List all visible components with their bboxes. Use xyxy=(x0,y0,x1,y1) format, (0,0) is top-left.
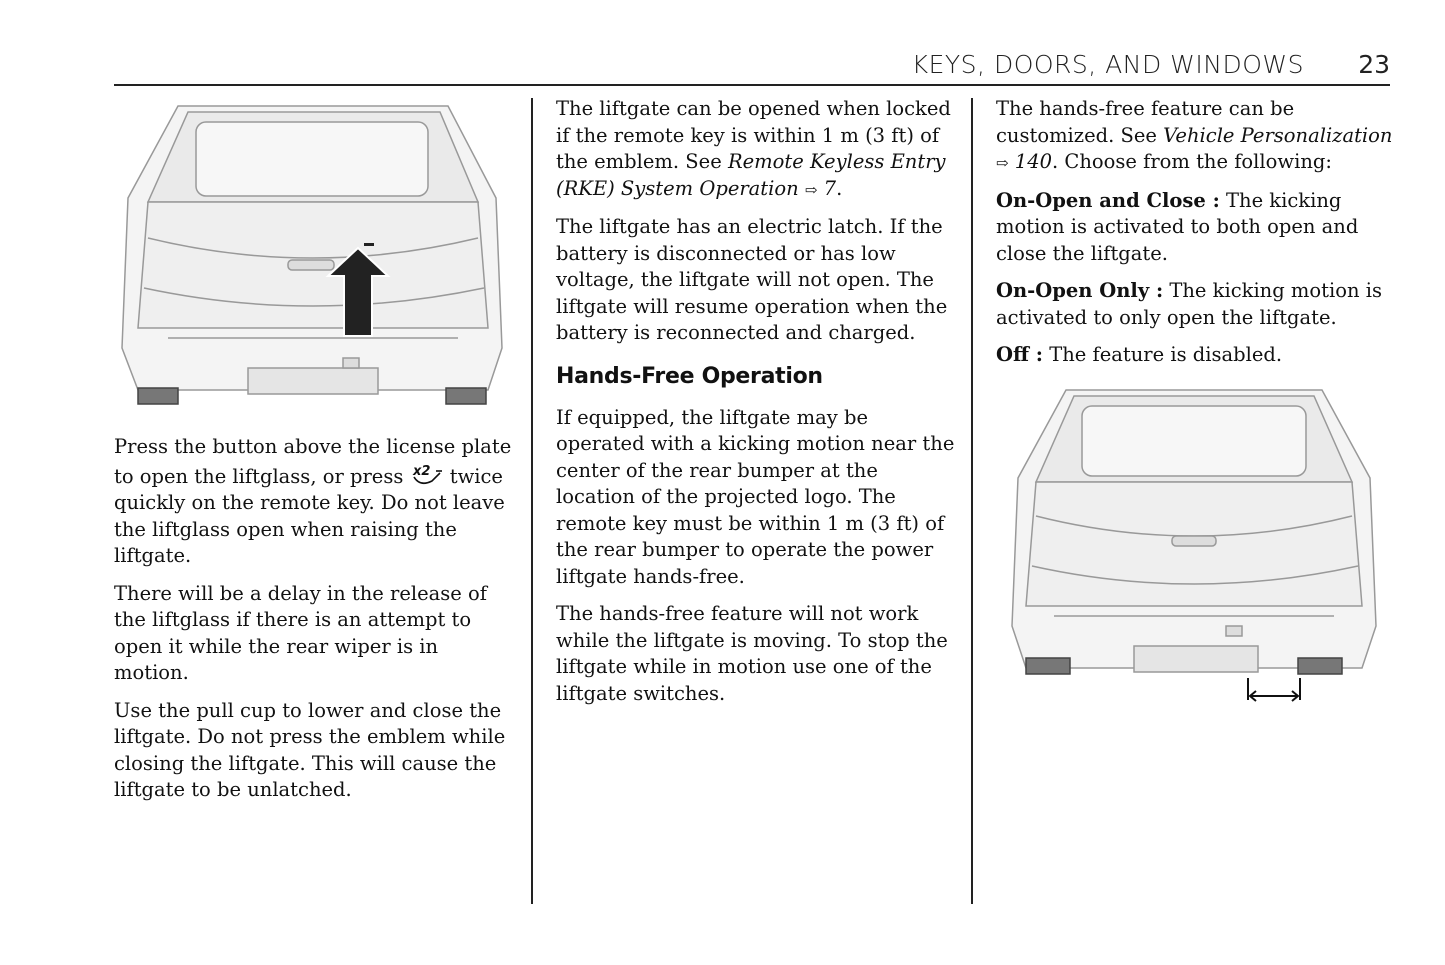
liftgate-rear-view-with-kick-zone-icon xyxy=(1008,382,1380,704)
paragraph-text: . xyxy=(836,176,843,200)
paragraph-text: twice quickly on the remote key. Do not leave the liftglass open when raising the liftgate. xyxy=(114,464,505,567)
cross-reference-link[interactable]: Vehicle Personalization xyxy=(1163,123,1393,147)
option-text: The kicking motion is activated to both open and close the liftgate. xyxy=(996,188,1359,265)
svg-text:x2: x2 xyxy=(412,463,430,479)
page-reference-arrow-icon: ⇨ xyxy=(996,154,1009,172)
page-reference-arrow-icon: ⇨ xyxy=(804,180,818,199)
option-on-open-only xyxy=(996,278,1396,331)
column-middle xyxy=(556,96,956,718)
column-divider xyxy=(971,98,973,904)
paragraph-text: . Choose from the following: xyxy=(1052,150,1332,173)
page-number: 23 xyxy=(1358,50,1390,79)
option-label: On-Open Only : xyxy=(996,279,1164,302)
liftgate-rear-view-with-arrow-icon xyxy=(118,98,506,412)
section-title: KEYS, DOORS, AND WINDOWS xyxy=(911,50,1304,79)
cross-reference-link[interactable]: Remote Keyless Entry (RKE) System Operation xyxy=(556,150,946,200)
remote-liftgate-x2-icon xyxy=(410,461,444,489)
option-text: The kicking motion is activated to only open the liftgate. xyxy=(996,279,1382,329)
paragraph xyxy=(556,96,956,203)
column-divider xyxy=(531,98,533,904)
paragraph-text: Press the button above the license plate to open the liftglass, or press xyxy=(114,435,512,488)
paragraph: The liftgate has an electric latch. If the battery is disconnected or has low voltage, the liftgate will not open. The liftgate will resume operation when the battery is reconnected and charged. xyxy=(556,215,948,344)
option-label: Off : xyxy=(996,343,1043,366)
paragraph: If equipped, the liftgate may be operated with a kicking motion near the center of the rear bumper at the location of the projected logo. The remote key must be within 1 m (3 ft) of the rear bumper to operate the power liftgate hands-free. xyxy=(556,405,955,588)
paragraph xyxy=(114,434,514,570)
option-text: The feature is disabled. xyxy=(1049,343,1283,366)
column-right xyxy=(996,96,1396,380)
section-heading: Hands-Free Operation xyxy=(556,363,823,389)
paragraph-text: The hands-free feature can be customized. See xyxy=(996,97,1295,147)
option-on-open-and-close xyxy=(996,188,1396,268)
paragraph: The hands-free feature will not work while the liftgate is moving. To stop the liftgate while in motion use one of the liftgate switches. xyxy=(556,602,948,705)
option-label: On-Open and Close : xyxy=(996,188,1220,212)
page-header xyxy=(114,46,1390,86)
cross-reference-page[interactable]: 140 xyxy=(1014,150,1053,173)
paragraph: There will be a delay in the release of the liftglass if there is an attempt to open it while the rear wiper is in motion. xyxy=(114,581,488,684)
paragraph-text: The liftgate can be opened when locked if the remote key is within 1 m (3 ft) of the emblem. See xyxy=(556,97,951,173)
paragraph: Use the pull cup to lower and close the liftgate. Do not press the emblem while closing the liftgate. This will cause the liftgate to be unlatched. xyxy=(114,698,506,801)
option-off xyxy=(996,342,1396,369)
paragraph xyxy=(996,96,1396,177)
column-left xyxy=(114,434,514,815)
cross-reference-page[interactable]: 7 xyxy=(823,176,837,200)
